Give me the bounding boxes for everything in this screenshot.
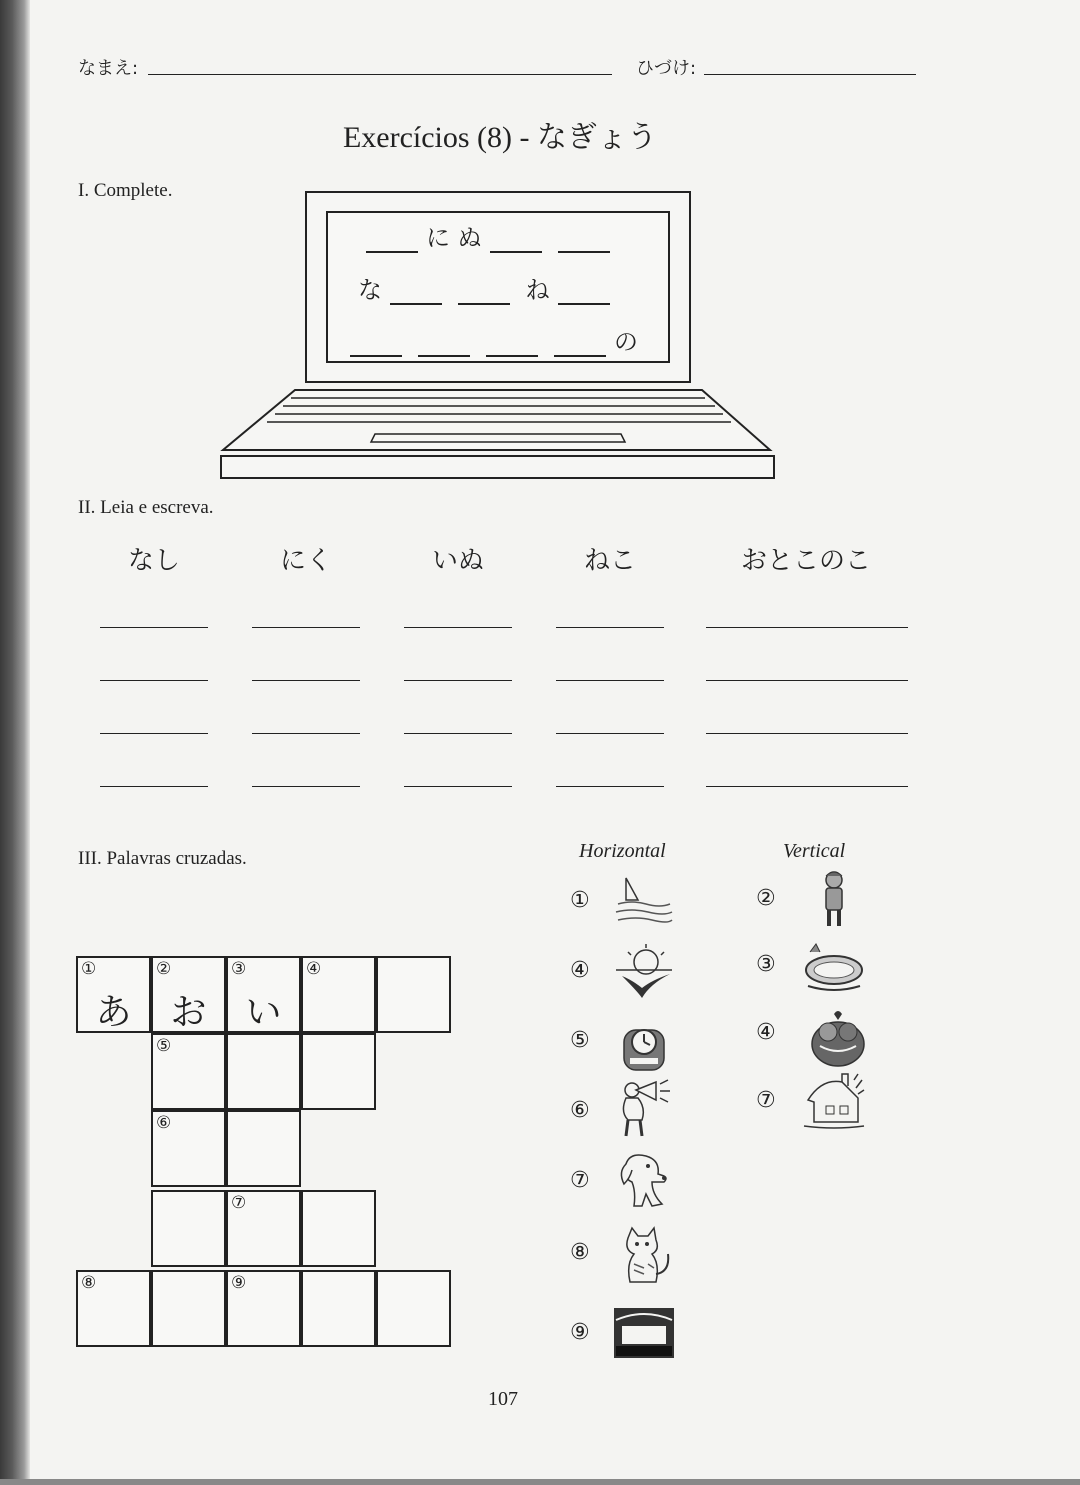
section3-heading: III. Palavras cruzadas. bbox=[78, 848, 247, 869]
writing-line[interactable] bbox=[706, 733, 908, 734]
kana: の bbox=[614, 328, 638, 356]
vertical-label: Vertical bbox=[783, 840, 846, 862]
crossword-cell[interactable] bbox=[226, 1190, 301, 1267]
boy-icon bbox=[802, 868, 864, 930]
sunset-bird-icon bbox=[612, 940, 674, 1002]
vertical-clue-number: ⑦ bbox=[756, 1088, 776, 1113]
horizontal-clue-number: ⑤ bbox=[570, 1028, 590, 1053]
crossword-cell[interactable] bbox=[301, 956, 376, 1033]
horizontal-clue-number: ⑧ bbox=[570, 1240, 590, 1265]
crossword-cell[interactable] bbox=[301, 1190, 376, 1267]
crossword-cell[interactable] bbox=[226, 1033, 301, 1110]
blank[interactable] bbox=[418, 333, 470, 357]
crossword-cell[interactable] bbox=[151, 1190, 226, 1267]
horizontal-clue-number: ⑥ bbox=[570, 1098, 590, 1123]
blank[interactable] bbox=[490, 229, 542, 253]
writing-line[interactable] bbox=[100, 627, 208, 628]
vertical-clue-number: ④ bbox=[756, 1020, 776, 1045]
blank[interactable] bbox=[558, 281, 610, 305]
crossword-cell[interactable] bbox=[226, 1110, 301, 1187]
crossword-cell[interactable] bbox=[226, 956, 301, 1033]
writing-line[interactable] bbox=[706, 680, 908, 681]
blank[interactable] bbox=[390, 281, 442, 305]
book-spine-shadow bbox=[0, 0, 30, 1485]
horizontal-clue-number: ① bbox=[570, 888, 590, 913]
page-bottom-edge bbox=[0, 1479, 1080, 1485]
cat-icon bbox=[612, 1224, 674, 1286]
writing-line[interactable] bbox=[100, 733, 208, 734]
blank[interactable] bbox=[366, 229, 418, 253]
writing-line[interactable] bbox=[404, 733, 512, 734]
kana: に bbox=[426, 224, 450, 252]
writing-line[interactable] bbox=[252, 733, 360, 734]
page-title: Exercícios (8) - なぎょう bbox=[342, 121, 658, 154]
kana: な bbox=[358, 276, 382, 304]
word-niku: にく bbox=[279, 546, 332, 576]
crossword-cell[interactable] bbox=[76, 1270, 151, 1347]
cell-kana: い bbox=[245, 992, 282, 1033]
dog-icon bbox=[612, 1148, 674, 1210]
date-label: ひづけ: bbox=[636, 58, 697, 79]
blank[interactable] bbox=[350, 333, 402, 357]
page-number: 107 bbox=[488, 1388, 518, 1410]
name-label: なまえ: bbox=[78, 58, 139, 79]
cell-number: ⑧ bbox=[81, 1273, 97, 1293]
blank[interactable] bbox=[558, 229, 610, 253]
name-line[interactable] bbox=[148, 74, 612, 75]
crossword-cell[interactable] bbox=[301, 1033, 376, 1110]
clock-icon bbox=[612, 1012, 674, 1074]
cell-number: ④ bbox=[306, 959, 322, 979]
cell-number: ⑤ bbox=[156, 1036, 172, 1056]
writing-line[interactable] bbox=[556, 786, 664, 787]
couple-icon bbox=[806, 1006, 868, 1068]
word-otokonoko: おとこのこ bbox=[740, 546, 871, 576]
blank[interactable] bbox=[486, 333, 538, 357]
kana: ね bbox=[525, 276, 550, 304]
blank[interactable] bbox=[554, 333, 606, 357]
crossword-cell[interactable] bbox=[151, 1270, 226, 1347]
word-nashi: なし bbox=[127, 546, 180, 576]
horizontal-clue-number: ④ bbox=[570, 958, 590, 983]
horizontal-clue-number: ⑨ bbox=[570, 1320, 590, 1345]
cell-kana: あ bbox=[95, 992, 132, 1033]
cell-kana: お bbox=[170, 992, 207, 1033]
blank[interactable] bbox=[458, 281, 510, 305]
writing-line[interactable] bbox=[100, 680, 208, 681]
vertical-clue-number: ② bbox=[756, 886, 776, 911]
section2-heading: II. Leia e escreva. bbox=[78, 497, 214, 518]
crossword-cell[interactable] bbox=[301, 1270, 376, 1347]
pond-icon bbox=[802, 936, 864, 998]
crossword-cell[interactable] bbox=[76, 956, 151, 1033]
cell-number: ② bbox=[156, 959, 172, 979]
crossword-cell[interactable] bbox=[376, 1270, 451, 1347]
writing-line[interactable] bbox=[706, 786, 908, 787]
laptop-row-2 bbox=[358, 270, 618, 305]
laptop-row-1 bbox=[358, 218, 618, 253]
vertical-clue-number: ③ bbox=[756, 952, 776, 977]
word-inu: いぬ bbox=[431, 546, 484, 576]
horizontal-label: Horizontal bbox=[579, 840, 666, 862]
crossword-cell[interactable] bbox=[151, 956, 226, 1033]
word-neko: ねこ bbox=[583, 546, 636, 576]
cell-number: ⑥ bbox=[156, 1113, 172, 1133]
writing-line[interactable] bbox=[252, 680, 360, 681]
snow-house-icon bbox=[802, 1070, 864, 1132]
crossword-cell[interactable] bbox=[151, 1033, 226, 1110]
writing-line[interactable] bbox=[706, 627, 908, 628]
crossword-cell[interactable] bbox=[151, 1110, 226, 1187]
writing-line[interactable] bbox=[404, 786, 512, 787]
cell-number: ⑦ bbox=[231, 1193, 247, 1213]
date-line[interactable] bbox=[704, 74, 916, 75]
writing-line[interactable] bbox=[252, 627, 360, 628]
megaphone-person-icon bbox=[612, 1076, 674, 1138]
kana: ぬ bbox=[457, 224, 482, 252]
cell-number: ① bbox=[81, 959, 97, 979]
sailboat-sea-icon bbox=[612, 870, 674, 932]
cell-number: ⑨ bbox=[231, 1273, 247, 1293]
writing-line[interactable] bbox=[100, 786, 208, 787]
section1-heading: I. Complete. bbox=[78, 180, 173, 201]
laptop-row-3 bbox=[342, 322, 638, 357]
writing-line[interactable] bbox=[556, 733, 664, 734]
crossword-cell[interactable] bbox=[226, 1270, 301, 1347]
horizontal-clue-number: ⑦ bbox=[570, 1168, 590, 1193]
cell-number: ③ bbox=[231, 959, 247, 979]
writing-line[interactable] bbox=[556, 680, 664, 681]
crossword-cell[interactable] bbox=[376, 956, 451, 1033]
writing-line[interactable] bbox=[404, 680, 512, 681]
writing-line[interactable] bbox=[252, 786, 360, 787]
writing-line[interactable] bbox=[556, 627, 664, 628]
writing-line[interactable] bbox=[404, 627, 512, 628]
night-scene-icon bbox=[612, 1302, 674, 1364]
